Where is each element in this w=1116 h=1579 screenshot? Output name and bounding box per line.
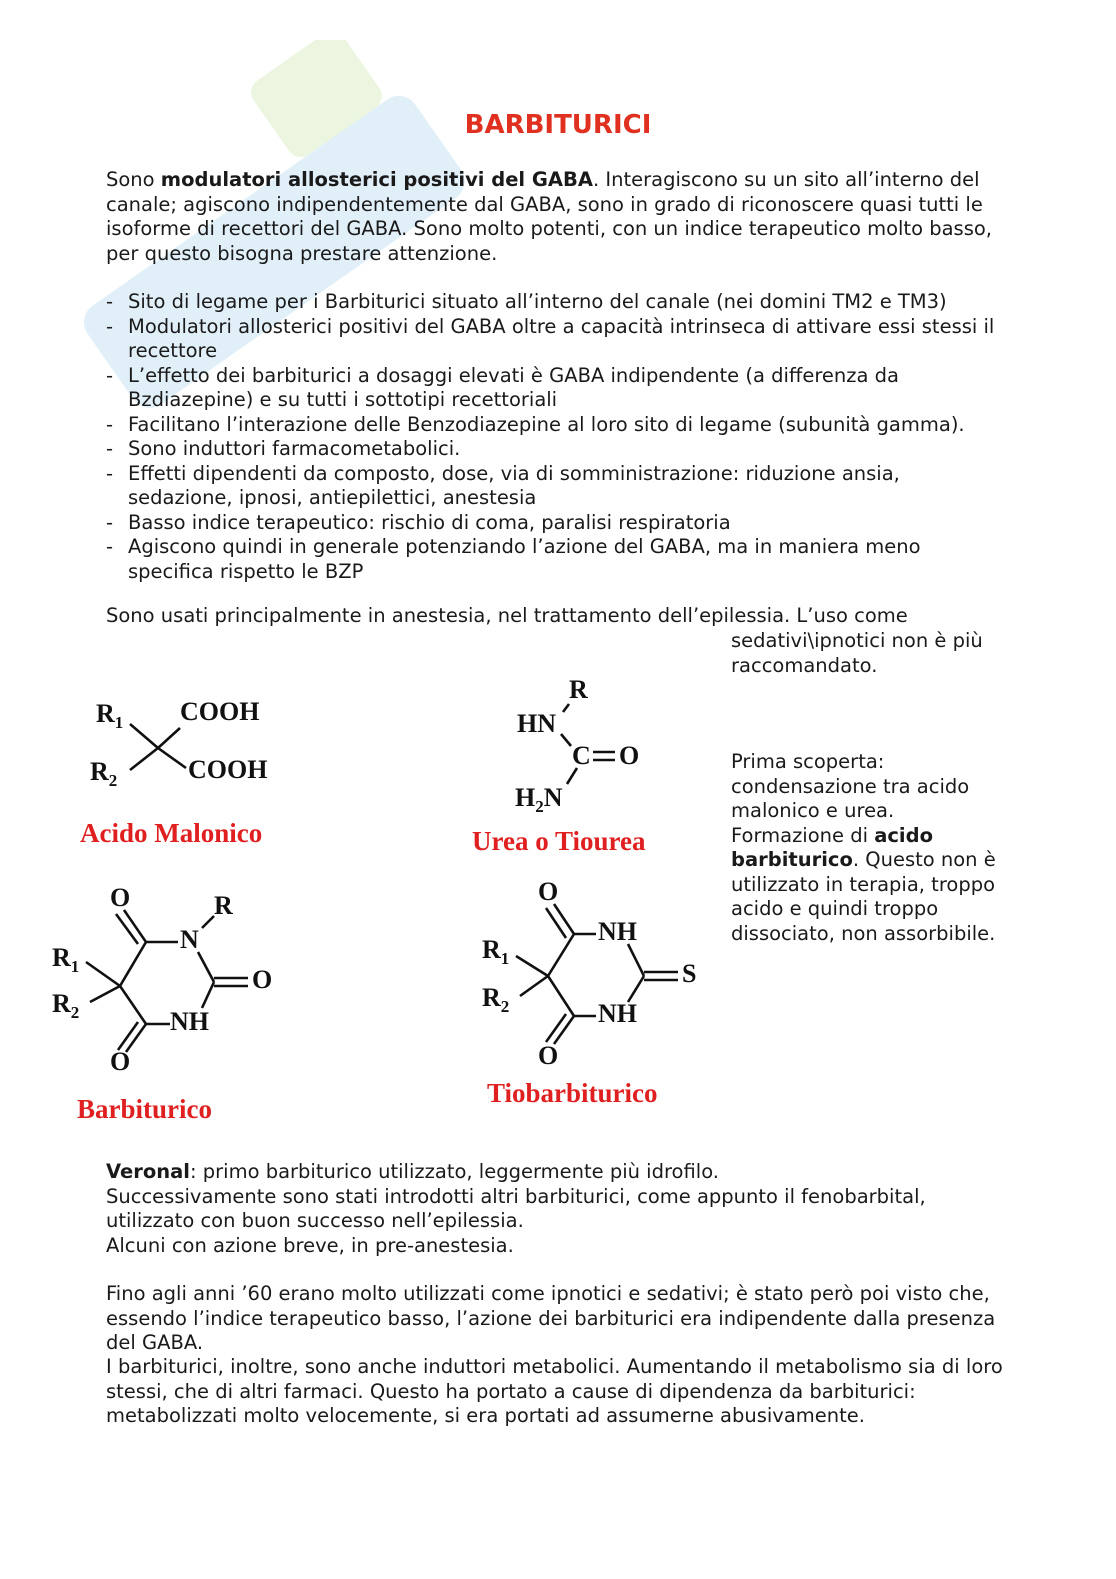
svg-text:R1: $R_1$ [482, 935, 510, 968]
side-note: Prima scoperta: condensazione tra acido malonico e urea. Formazione di acido barbiturico. Questo non è utilizzato in terapia, troppo acido e quindi troppo dissociato, non assorbibile. [731, 750, 996, 945]
svg-text:S: S [682, 959, 697, 988]
svg-text:R1: $R_1$ [96, 699, 124, 732]
svg-text:O: O [110, 1047, 131, 1076]
malonic-acid-label: Acido Malonico [80, 818, 263, 848]
svg-text:R: R [214, 891, 233, 920]
veronal-paragraph: Veronal: primo barbiturico utilizzato, leggermente più idrofilo. Successivamente sono stati introdotti altri barbiturici, come appunto il fenobarbital, utilizzato con buon successo nell’epilessia. Alcuni con azione breve, in pre-anestesia. [106, 1160, 926, 1257]
svg-text:O: O [110, 883, 131, 912]
svg-text:C: C [572, 741, 591, 770]
svg-text:COOH: COOH [180, 697, 260, 726]
list-item: - Sito di legame per i Barbiturici situato all’interno del canale (nei domini TM2 e TM3) [106, 290, 1006, 315]
intro-paragraph: Sono modulatori allosterici positivi del GABA. Interagiscono su un sito all’interno del canale; agiscono indipendentemente dal GABA, sono in grado di riconoscere quasi tutti le isoforme di recettori del GABA. Sono molto potenti, con un indice terapeutico molto basso, per questo bisogna prestare attenzione. [106, 168, 992, 265]
bullet-list [106, 290, 1006, 584]
list-item: - Facilitano l’interazione delle Benzodiazepine al loro sito di legame (subunità gamma). [106, 413, 1006, 438]
list-item: - Modulatori allosterici positivi del GABA oltre a capacità intrinseca di attivare essi stessi il recettore [106, 315, 1006, 364]
list-item: - Sono induttori farmacometabolici. [106, 437, 1006, 462]
svg-text:R2: $R_2$ [90, 757, 118, 790]
svg-text:NH: NH [598, 917, 637, 946]
thiobarbituric-label: Tiobarbiturico [487, 1078, 658, 1108]
svg-text:N: N [180, 925, 199, 954]
svg-text:COOH: COOH [188, 755, 268, 784]
svg-text:O: O [538, 1041, 559, 1070]
svg-text:R1: $R_1$ [52, 943, 80, 976]
list-item: - Basso indice terapeutico: rischio di coma, paralisi respiratoria [106, 511, 1006, 536]
history-paragraph-1: Fino agli anni ’60 erano molto utilizzati come ipnotici e sedativi; è stato però poi visto che, essendo l’indice terapeutico basso, l’azione dei barbiturici era indipendente dalla presenza del GABA. [106, 1282, 996, 1354]
svg-text:H2N: $H_2N$ [515, 783, 563, 816]
page-title: BARBITURICI [464, 110, 652, 140]
svg-text:O: O [619, 741, 640, 770]
urea-label: Urea o Tiourea [472, 826, 646, 856]
usage-continuation: sedativi\ipnotici non è più raccomandato. [731, 629, 983, 677]
list-item: - Effetti dipendenti da composto, dose, via di somministrazione: riduzione ansia, sedazione, ipnosi, antiepilettici, anestesia [106, 462, 1006, 511]
svg-text:HN: HN [517, 709, 556, 738]
svg-text:R: R [569, 675, 588, 704]
list-item: - L’effetto dei barbiturici a dosaggi elevati è GABA indipendente (a differenza da Bzdiazepine) e su tutti i sottotipi recettoriali [106, 364, 1006, 413]
thiobarbituric-structure [480, 872, 710, 1072]
malonic-acid-structure [80, 690, 300, 800]
barbituric-structure [50, 878, 290, 1078]
usage-line: Sono usati principalmente in anestesia, nel trattamento dell’epilessia. L’uso come [106, 604, 908, 627]
urea-structure [515, 672, 675, 822]
svg-text:R2: $R_2$ [52, 989, 80, 1022]
svg-text:O: O [538, 877, 559, 906]
svg-text:O: O [252, 965, 273, 994]
svg-text:NH: NH [170, 1007, 209, 1036]
svg-text:NH: NH [598, 999, 637, 1028]
history-paragraph-2: I barbiturici, inoltre, sono anche induttori metabolici. Aumentando il metabolismo sia di loro stessi, che di altri farmaci. Questo ha portato a cause di dipendenza da barbiturici: metabolizzati molto velocemente, si era portati ad assumerne abusivamente. [106, 1355, 1003, 1427]
list-item: - Agiscono quindi in generale potenziando l’azione del GABA, ma in maniera meno specifica rispetto le BZP [106, 535, 1006, 584]
svg-text:R2: $R_2$ [482, 983, 510, 1016]
barbituric-label: Barbiturico [77, 1094, 212, 1124]
